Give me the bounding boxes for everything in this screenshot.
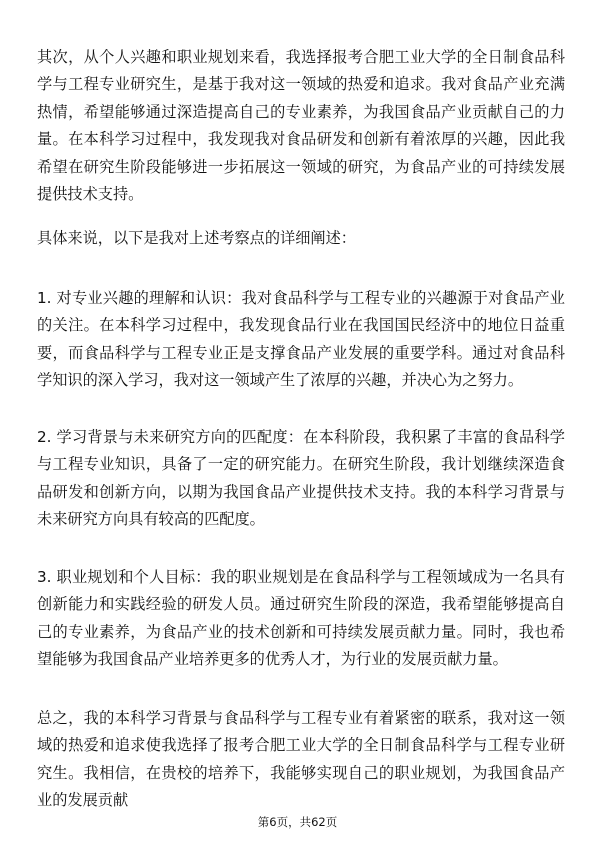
- paragraph-intro-details: 具体来说，以下是我对上述考察点的详细阐述：: [37, 229, 356, 247]
- paragraph-point-2: 2. 学习背景与未来研究方向的匹配度：在本科阶段，我积累了丰富的食品科学与工程专业知识，具备了一定的研究能力。在研究生阶段，我计划继续深造食品研发和创新方向，以期为我国食品产业提供技术支持。我的本科学习背景与未来研究方向具有较高的匹配度。: [37, 428, 565, 529]
- paragraph-career-interest: 其次，从个人兴趣和职业规划来看，我选择报考合肥工业大学的全日制食品科学与工程专业研究生，是基于我对这一领域的热爱和追求。我对食品产业充满热情，希望能够通过深造提高自己的专业素养，为我国食品产业贡献自己的力量。在本科学习过程中，我发现我对食品研发和创新有着浓厚的兴趣，因此我希望在研究生阶段能够进一步拓展这一领域的研究，为食品产业的可持续发展提供技术支持。: [37, 48, 565, 204]
- paragraph-point-3: 3. 职业规划和个人目标：我的职业规划是在食品科学与工程领域成为一名具有创新能力和实践经验的研发人员。通过研究生阶段的深造，我希望能够提高自己的专业素养，为食品产业的技术创新和可持续发展贡献力量。同时，我也希望能够为我国食品产业培养更多的优秀人才，为行业的发展贡献力量。: [37, 568, 565, 669]
- page-number-footer: 第6页，共62页: [257, 815, 338, 829]
- paragraph-point-1: 1. 对专业兴趣的理解和认识：我对食品科学与工程专业的兴趣源于对食品产业的关注。在本科学习过程中，我发现食品行业在我国国民经济中的地位日益重要，而食品科学与工程专业正是支撑食品产业发展的重要学科。通过对食品科学知识的深入学习，我对这一领域产生了浓厚的兴趣，并决心为之努力。: [37, 289, 565, 390]
- paragraph-conclusion: 总之，我的本科学习背景与食品科学与工程专业有着紧密的联系，我对这一领域的热爱和追求使我选择了报考合肥工业大学的全日制食品科学与工程专业研究生。我相信，在贵校的培养下，我能够实现自己的职业规划，为我国食品产业的发展贡献: [37, 709, 565, 810]
